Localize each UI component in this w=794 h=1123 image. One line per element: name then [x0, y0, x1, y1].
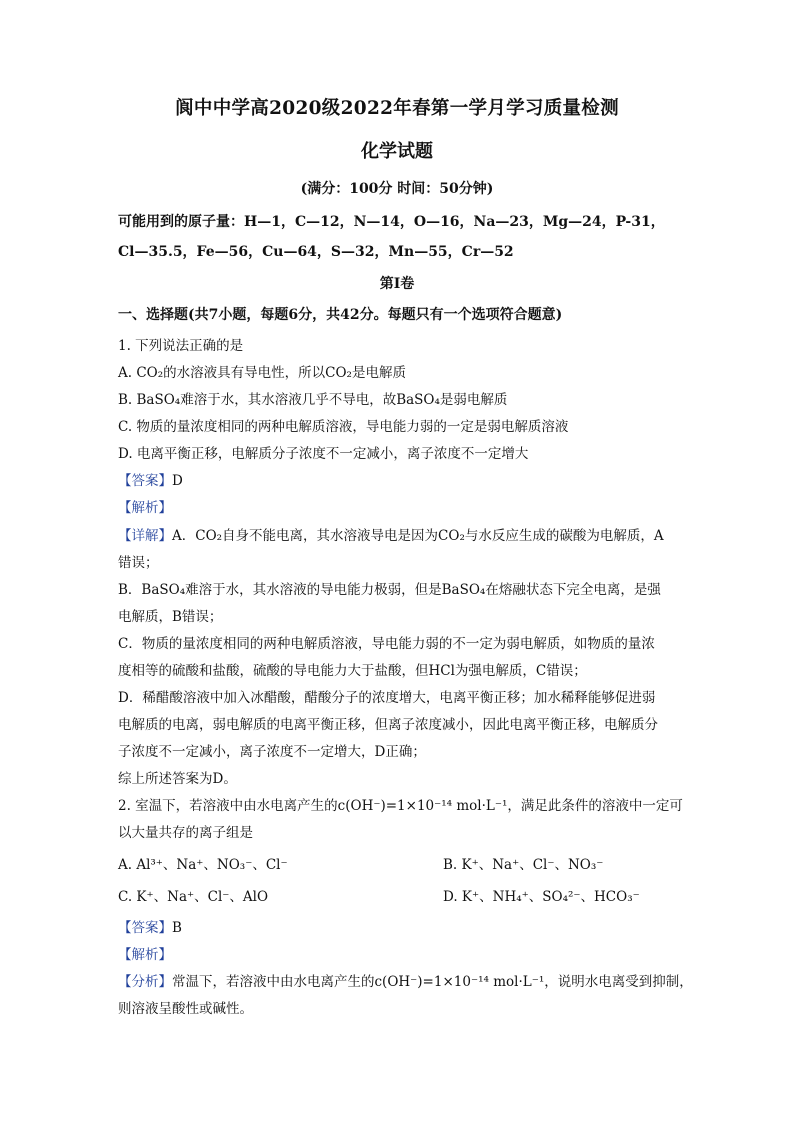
q1-detail-b-cont: 电解质，B错误；: [118, 609, 223, 625]
answer-tag: 【答案】: [118, 920, 172, 936]
q2-analysis-tag: 【解析】: [118, 947, 172, 963]
q2-option-c: C. K⁺、Na⁺、Cl⁻、AlO: [118, 889, 269, 905]
q1-detail-c: C．物质的量浓度相同的两种电解质溶液，导电能力弱的不一定为弱电解质，如物质的量浓: [118, 636, 655, 652]
detail-tag: 【详解】: [118, 528, 172, 544]
q1-option-b: B. BaSO₄难溶于水，其水溶液几乎不导电，故BaSO₄是弱电解质: [118, 392, 508, 408]
q1-detail-c-cont: 度相等的硫酸和盐酸，硫酸的导电能力大于盐酸，但HCl为强电解质，C错误；: [118, 663, 587, 679]
q2-stem-cont: 以大量共存的离子组是: [118, 825, 253, 841]
q2-analyze-cont: 则溶液呈酸性或碱性。: [118, 1001, 253, 1017]
q2-analyze: [118, 973, 693, 991]
q2-option-a: A. Al³⁺、Na⁺、NO₃⁻、Cl⁻: [118, 857, 288, 873]
q1-detail-d-cont2: 子浓度不一定减小，离子浓度不一定增大，D正确；: [118, 744, 426, 760]
q1-detail-a-cont: 错误；: [118, 555, 159, 571]
detail-a-text: A．CO₂自身不能电离，其水溶液导电是因为CO₂与水反应生成的碳酸为电解质，A: [172, 528, 664, 544]
q1-stem: 1. 下列说法正确的是: [118, 338, 244, 354]
answer-tag: 【答案】: [118, 473, 172, 489]
answer-value: D: [172, 473, 183, 489]
volume-heading: 第Ⅰ卷: [379, 276, 415, 292]
exam-info: (满分：100分 时间：50分钟): [300, 181, 494, 197]
analyze-text: 常温下，若溶液中由水电离产生的c(OH⁻)=1×10⁻¹⁴ mol·L⁻¹，说明水电离受到抑制，: [172, 974, 693, 990]
exam-subtitle: 化学试题: [361, 141, 433, 162]
q2-option-b: B. K⁺、Na⁺、Cl⁻、NO₃⁻: [443, 857, 604, 873]
q2-stem: 2. 室温下，若溶液中由水电离产生的c(OH⁻)=1×10⁻¹⁴ mol·L⁻¹，满足此条件的溶液中一定可: [118, 798, 683, 814]
q1-summary: 综上所述答案为D。: [118, 771, 237, 787]
q1-option-d: D. 电离平衡正移，电解质分子浓度不一定减小，离子浓度不一定增大: [118, 446, 529, 462]
q1-detail-b: B．BaSO₄难溶于水，其水溶液的导电能力极弱，但是BaSO₄在熔融状态下完全电离，是强: [118, 582, 661, 598]
q1-detail-a: [118, 527, 664, 545]
section-heading: 一、选择题(共7小题，每题6分，共42分。每题只有一个选项符合题意): [118, 307, 563, 323]
atomic-mass-line-2: Cl—35.5，Fe—56，Cu—64，S—32，Mn—55，Cr—52: [118, 244, 514, 260]
atomic-mass-line-1: 可能用到的原子量：H—1，C—12，N—14，O—16，Na—23，Mg—24，P-31，: [118, 214, 665, 230]
q1-option-c: C. 物质的量浓度相同的两种电解质溶液，导电能力弱的一定是弱电解质溶液: [118, 419, 569, 435]
answer-value: B: [172, 920, 182, 936]
q2-answer: [118, 919, 182, 937]
q1-analysis-tag: 【解析】: [118, 500, 172, 516]
q2-option-d: D. K⁺、NH₄⁺、SO₄²⁻、HCO₃⁻: [443, 889, 640, 905]
q1-answer: [118, 472, 183, 490]
analyze-tag: 【分析】: [118, 974, 172, 990]
q1-detail-d-cont1: 电解质的电离，弱电解质的电离平衡正移，但离子浓度减小，因此电离平衡正移，电解质分: [118, 717, 658, 733]
q1-detail-d: D．稀醋酸溶液中加入冰醋酸，醋酸分子的浓度增大，电离平衡正移；加水稀释能够促进弱: [118, 690, 656, 706]
q1-option-a: A. CO₂的水溶液具有导电性，所以CO₂是电解质: [118, 365, 406, 381]
exam-title: 阆中中学高2020级2022年春第一学月学习质量检测: [175, 98, 619, 119]
